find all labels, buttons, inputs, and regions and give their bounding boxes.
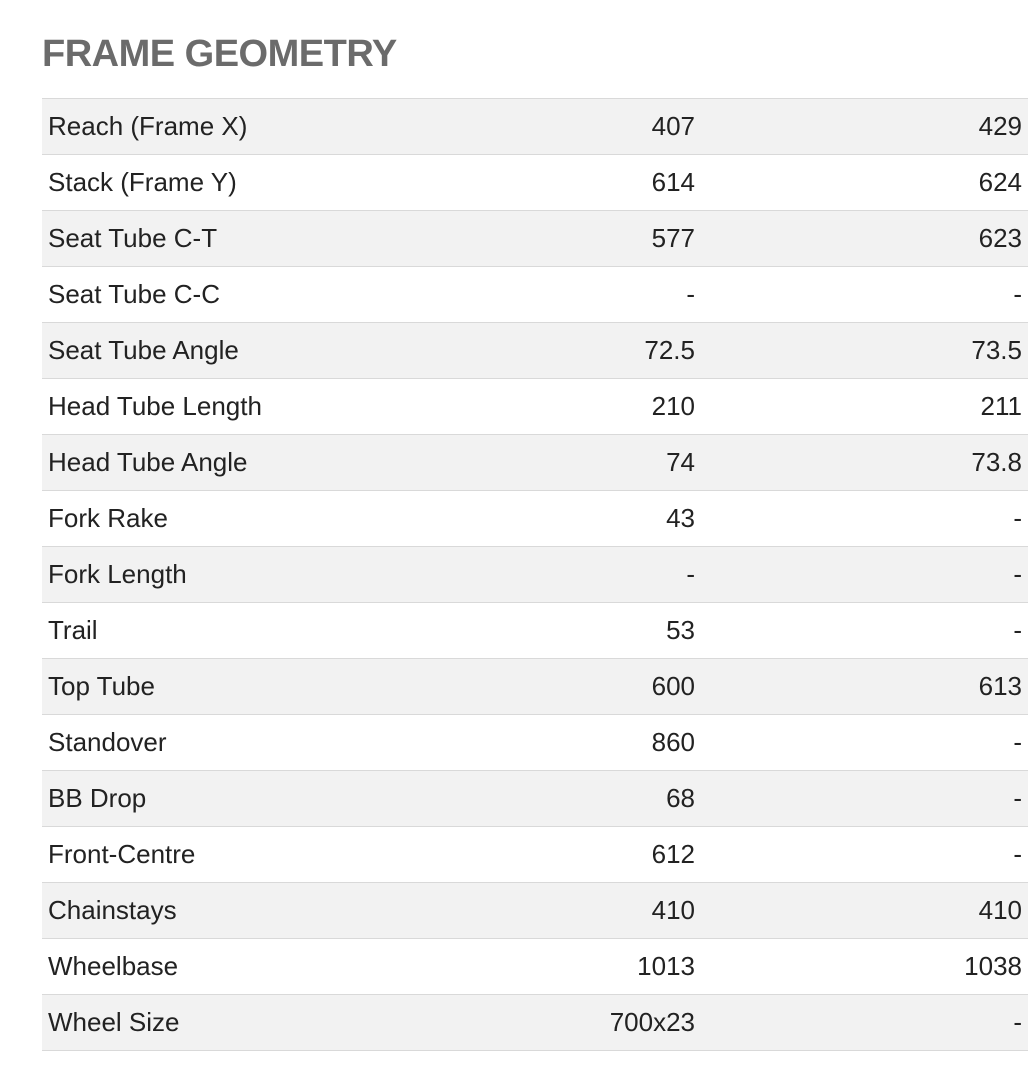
row-value-a: 577 bbox=[381, 211, 695, 267]
row-value-b: 624 bbox=[695, 155, 1028, 211]
row-label: Front-Centre bbox=[42, 827, 381, 883]
row-label: Seat Tube C-C bbox=[42, 267, 381, 323]
row-value-a: 74 bbox=[381, 435, 695, 491]
table-row bbox=[42, 99, 1028, 155]
table-row bbox=[42, 995, 1028, 1051]
row-label: Fork Length bbox=[42, 547, 381, 603]
geometry-table bbox=[42, 98, 1028, 1051]
row-value-b: 623 bbox=[695, 211, 1028, 267]
row-value-a: - bbox=[381, 267, 695, 323]
row-value-a: 210 bbox=[381, 379, 695, 435]
row-value-a: 410 bbox=[381, 883, 695, 939]
row-value-b: 613 bbox=[695, 659, 1028, 715]
row-label: Reach (Frame X) bbox=[42, 99, 381, 155]
row-value-b: 410 bbox=[695, 883, 1028, 939]
row-value-b: - bbox=[695, 491, 1028, 547]
table-row bbox=[42, 659, 1028, 715]
row-label: Seat Tube C-T bbox=[42, 211, 381, 267]
row-label: Seat Tube Angle bbox=[42, 323, 381, 379]
table-row bbox=[42, 771, 1028, 827]
row-label: Trail bbox=[42, 603, 381, 659]
row-value-b: - bbox=[695, 995, 1028, 1051]
table-row bbox=[42, 323, 1028, 379]
table-row bbox=[42, 883, 1028, 939]
row-value-a: 614 bbox=[381, 155, 695, 211]
row-value-a: 43 bbox=[381, 491, 695, 547]
row-label: Head Tube Length bbox=[42, 379, 381, 435]
row-value-b: 1038 bbox=[695, 939, 1028, 995]
table-row bbox=[42, 155, 1028, 211]
row-value-a: 72.5 bbox=[381, 323, 695, 379]
row-value-b: - bbox=[695, 547, 1028, 603]
row-value-a: 612 bbox=[381, 827, 695, 883]
row-value-b: 429 bbox=[695, 99, 1028, 155]
row-value-b: - bbox=[695, 267, 1028, 323]
row-value-a: 700x23 bbox=[381, 995, 695, 1051]
row-label: Stack (Frame Y) bbox=[42, 155, 381, 211]
row-value-a: 53 bbox=[381, 603, 695, 659]
table-row bbox=[42, 715, 1028, 771]
row-label: BB Drop bbox=[42, 771, 381, 827]
row-label: Standover bbox=[42, 715, 381, 771]
row-label: Wheelbase bbox=[42, 939, 381, 995]
row-value-b: 73.8 bbox=[695, 435, 1028, 491]
row-label: Wheel Size bbox=[42, 995, 381, 1051]
row-value-a: 1013 bbox=[381, 939, 695, 995]
table-row bbox=[42, 211, 1028, 267]
row-value-a: 407 bbox=[381, 99, 695, 155]
row-value-a: 860 bbox=[381, 715, 695, 771]
table-row bbox=[42, 827, 1028, 883]
table-row bbox=[42, 939, 1028, 995]
row-label: Fork Rake bbox=[42, 491, 381, 547]
table-row bbox=[42, 435, 1028, 491]
row-value-a: 600 bbox=[381, 659, 695, 715]
row-value-a: 68 bbox=[381, 771, 695, 827]
row-value-b: - bbox=[695, 771, 1028, 827]
row-value-b: - bbox=[695, 827, 1028, 883]
row-value-b: - bbox=[695, 603, 1028, 659]
table-row bbox=[42, 547, 1028, 603]
row-label: Top Tube bbox=[42, 659, 381, 715]
table-row bbox=[42, 267, 1028, 323]
page-title: FRAME GEOMETRY bbox=[42, 33, 397, 75]
table-row bbox=[42, 603, 1028, 659]
table-row bbox=[42, 379, 1028, 435]
row-label: Head Tube Angle bbox=[42, 435, 381, 491]
table-row bbox=[42, 491, 1028, 547]
row-value-a: - bbox=[381, 547, 695, 603]
geometry-table-body bbox=[42, 99, 1028, 1051]
row-value-b: 73.5 bbox=[695, 323, 1028, 379]
row-value-b: - bbox=[695, 715, 1028, 771]
row-value-b: 211 bbox=[695, 379, 1028, 435]
row-label: Chainstays bbox=[42, 883, 381, 939]
